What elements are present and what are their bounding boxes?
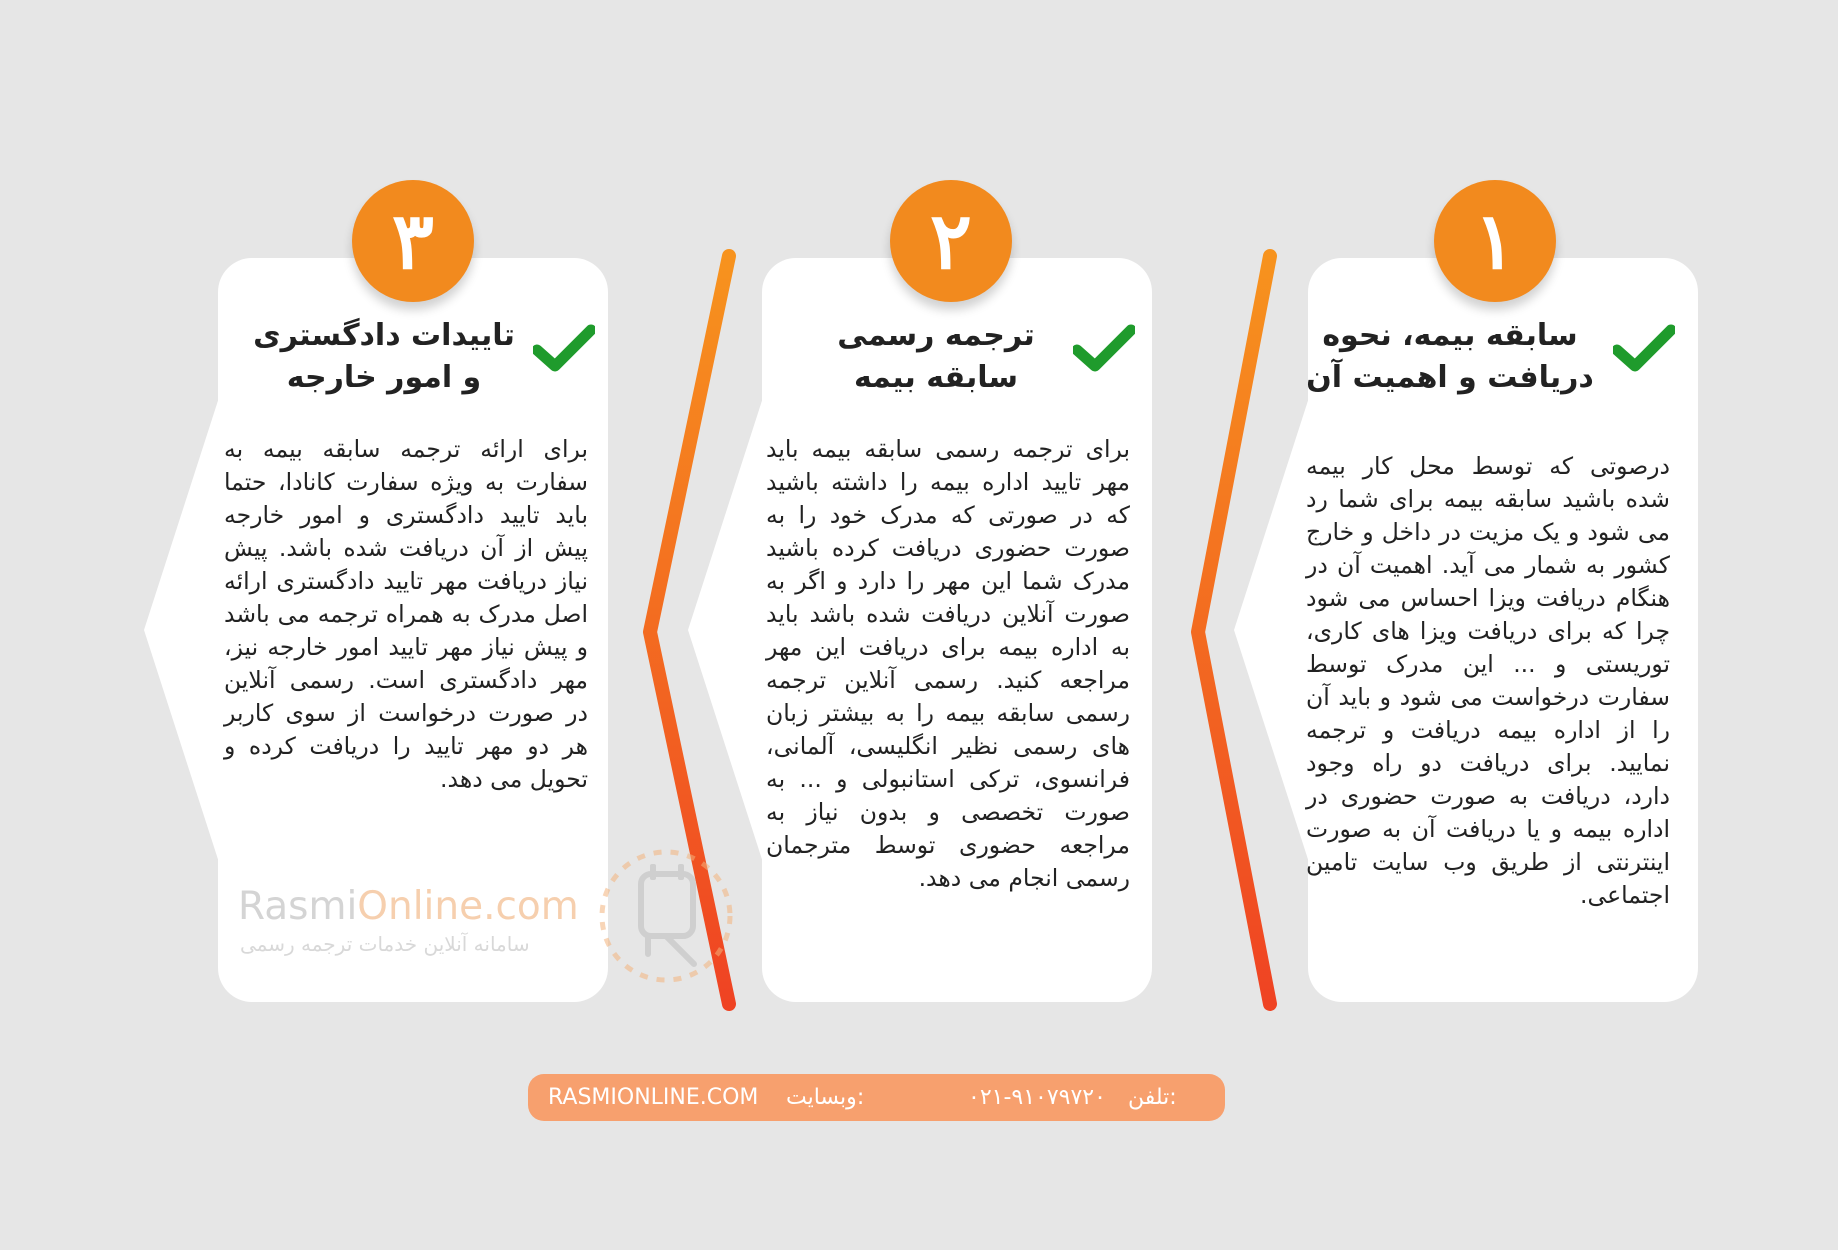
footer-phone-label: تلفن:	[1128, 1085, 1177, 1110]
card-3-title	[234, 315, 534, 399]
watermark-brand-right: Online.com	[357, 884, 579, 929]
card-2-title-line2: سابقه بیمه	[853, 360, 1019, 395]
card-1-number-badge: ۱	[1434, 180, 1556, 302]
card-1-title-line2: دریافت و اهمیت آن	[1306, 360, 1594, 395]
card-3-number-badge: ۳	[352, 180, 474, 302]
card-2-number-badge: ۲	[890, 180, 1012, 302]
card-2-body: برای ترجمه رسمی سابقه بیمه باید مهر تایید اداره بیمه را داشته باشید که در صورتی که مدرک خود را به صورت حضوری دریافت کرده باشید مدرک شما این مهر را دارد و اگر به صورت آنلاین دریافت شده باشد باید به اداره بیمه برای دریافت این مهر مراجعه کنید. رسمی آنلاین ترجمه رسمی سابقه بیمه را به بیشتر زبان های رسمی نظیر انگلیسی، آلمانی، فرانسوی، ترکی استانبولی و ... به صورت تخصصی و بدون نیاز به مراجعه حضوری توسط مترجمان رسمی انجام می دهد.	[766, 435, 1130, 892]
card-3-body: برای ارائه ترجمه سابقه بیمه به سفارت به ویژه سفارت کانادا، حتما باید تایید دادگستری و امور خارجه پیش از آن دریافت شده باشد. پیش نیاز دریافت مهر تایید دادگستری ارائه اصل مدرک به همراه ترجمه می باشد و پیش نیاز مهر تایید امور خارجه نیز، مهر دادگستری است. رسمی آنلاین در صورت درخواست از سوی کاربر هر دو مهر تایید را دریافت کرده و تحویل می دهد.	[224, 435, 588, 793]
footer-website-label: وبسایت:	[786, 1085, 865, 1110]
footer-website-link[interactable]: RASMIONLINE.COM	[548, 1085, 759, 1110]
card-3-title-line1: تاییدات دادگستری	[253, 318, 515, 353]
watermark-tagline: سامانه آنلاین خدمات ترجمه رسمی	[240, 932, 530, 956]
card-3-title-line2: و امور خارجه	[286, 360, 482, 395]
card-1-body: درصوتی که توسط محل کار بیمه شده باشید سابقه بیمه برای شما رد می شود و یک مزیت در داخل و خارج کشور به شمار می آید. اهمیت آن در هنگام دریافت ویزا احساس می شود چرا که برای دریافت ویزا های کاری، توریستی و ... این مدرک توسط سفارت درخواست می شود و باید آن را از اداره بیمه دریافت و ترجمه نمایید. برای دریافت دو راه وجود دارد، دریافت به صورت حضوری در اداره بیمه و یا دریافت آن به صورت اینترنتی از طریق وب سایت تامین اجتماعی.	[1306, 452, 1670, 909]
footer-phone[interactable]: ۰۲۱-۹۱۰۷۹۷۲۰	[968, 1085, 1106, 1110]
check-icon	[533, 324, 595, 374]
card-1-title	[1300, 315, 1600, 399]
check-icon	[1073, 324, 1135, 374]
watermark-brand-left: Rasmi	[238, 884, 358, 929]
card-2-title	[786, 315, 1086, 399]
card-1-title-line1: سابقه بیمه، نحوه	[1322, 318, 1578, 353]
card-2-title-line1: ترجمه رسمی	[837, 318, 1035, 353]
rasmi-logo-icon	[586, 836, 746, 996]
watermark-brand	[238, 884, 579, 929]
check-icon	[1613, 324, 1675, 374]
